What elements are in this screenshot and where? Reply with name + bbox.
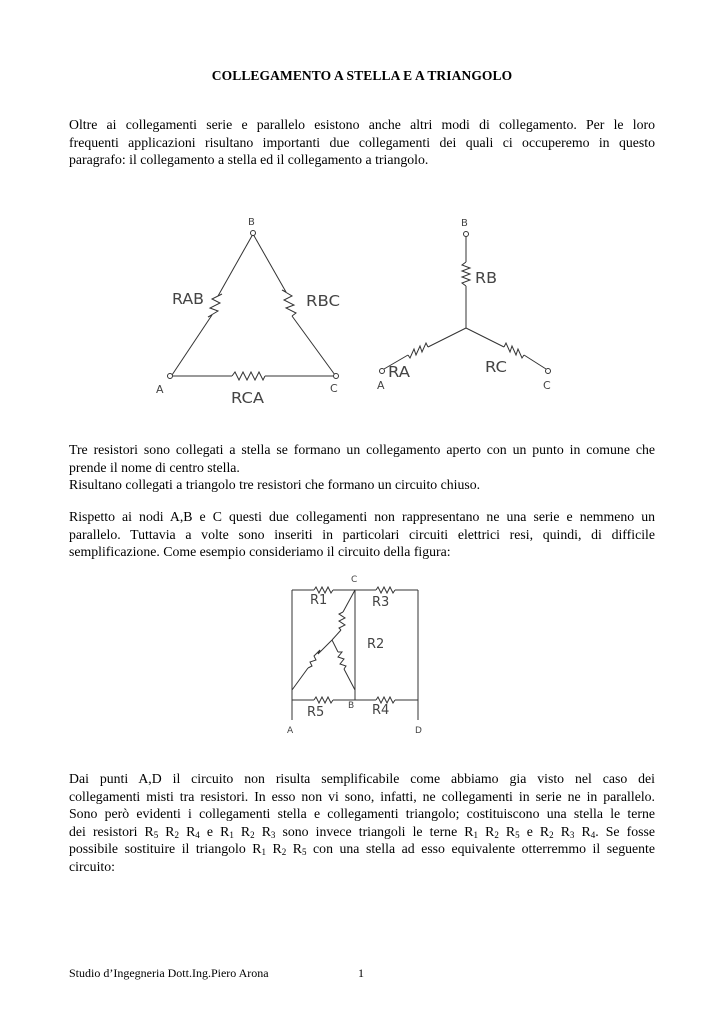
- resistor-symbol: R: [505, 823, 516, 839]
- node-d-label: D: [415, 726, 422, 736]
- subscript: 5: [153, 829, 159, 840]
- resistor-symbol: R: [165, 823, 175, 839]
- intro-line: frequenti applicazioni risultano importanti due collegamenti dei quali ci occuperemo in questo: [69, 134, 655, 150]
- nodes-line: Rispetto ai nodi A,B e C questi due collegamenti non rappresentano ne una serie e nemmeno un: [69, 509, 655, 524]
- definition-line: prende il nome di centro stella.: [69, 459, 240, 475]
- text-span: dei resistori R: [69, 823, 154, 839]
- resistor-symbol: R: [581, 823, 591, 839]
- analysis-line: [69, 823, 655, 841]
- node-c-label: C: [330, 382, 338, 395]
- node-c-label: C: [543, 379, 551, 392]
- node-a-label: A: [287, 726, 294, 736]
- conjunction: e: [526, 823, 533, 839]
- node-a-label: A: [377, 379, 385, 392]
- node-b-label: B: [348, 701, 355, 711]
- node-b-label: B: [248, 217, 255, 228]
- analysis-line: Sono però evidenti i collegamenti stella e collegamenti triangolo; costituiscono una stella le terne: [69, 806, 655, 822]
- definition-line: Risultano collegati a triangolo tre resistori che formano un circuito chiuso.: [69, 477, 481, 493]
- nodes-line: semplificazione. Come esempio consideriamo il circuito della figura:: [69, 544, 451, 560]
- text-span: . Se fosse: [595, 823, 656, 839]
- resistor-rbc-label: RBC: [306, 292, 340, 310]
- subscript: 5: [515, 829, 520, 840]
- subscript: 3: [270, 829, 276, 840]
- analysis-line: circuito:: [69, 858, 115, 874]
- subscript: 2: [174, 829, 179, 840]
- resistor-r4-label: R4: [372, 703, 390, 718]
- resistor-symbol: R: [292, 841, 302, 857]
- subscript: 4: [590, 829, 596, 840]
- subscript: 1: [473, 829, 479, 840]
- footer-author: Studio d’Ingegneria Dott.Ing.Piero Arona: [69, 966, 269, 980]
- resistor-symbol: R: [539, 823, 550, 839]
- resistor-symbol: R: [240, 823, 251, 839]
- text-span: con una stella ad esso equivalente otterremmo il seguente: [313, 841, 656, 857]
- subscript: 2: [281, 847, 287, 858]
- intro-line: paragrafo: il collegamento a stella ed il collegamento a triangolo.: [69, 152, 429, 168]
- subscript: 2: [250, 829, 255, 840]
- page-title: COLLEGAMENTO A STELLA E A TRIANGOLO: [211, 68, 513, 83]
- resistor-rab-label: RAB: [172, 290, 204, 308]
- resistor-symbol: R: [560, 823, 570, 839]
- resistor-symbol: R: [261, 823, 271, 839]
- definition-line: Tre resistori sono collegati a stella se formano un collegamento aperto con un punto in comune che: [69, 442, 655, 457]
- subscript: 1: [261, 847, 266, 858]
- analysis-line: Dai punti A,D il circuito non risulta semplificabile come abbiamo gia visto nel caso dei: [69, 771, 655, 786]
- resistor-r3-label: R3: [372, 595, 390, 610]
- subscript: 3: [569, 829, 575, 840]
- subscript: 2: [494, 829, 499, 840]
- resistor-rb-label: RB: [475, 269, 497, 287]
- analysis-line: collegamenti misti tra resistori. In esso non vi sono, infatti, ne collegamenti in serie ne in parallelo.: [69, 788, 655, 804]
- subscript: 1: [229, 829, 234, 840]
- node-a-label: A: [156, 383, 164, 396]
- resistor-symbol: R: [485, 823, 495, 839]
- conjunction: e: [206, 823, 214, 839]
- resistor-r5-label: R5: [307, 705, 325, 720]
- analysis-line: [69, 840, 655, 858]
- text-span: possibile sostituire il triangolo R: [69, 841, 262, 857]
- page-number: 1: [358, 966, 364, 980]
- resistor-ra-label: RA: [388, 363, 411, 381]
- node-c-label: C: [351, 575, 358, 585]
- subscript: 2: [549, 829, 554, 840]
- intro-line: Oltre ai collegamenti serie e parallelo esistono anche altri modi di collegamento. Per le loro: [69, 117, 655, 132]
- resistor-r1-label: R1: [310, 593, 328, 608]
- subscript: 5: [302, 847, 307, 858]
- subscript: 4: [195, 829, 200, 840]
- text-span: sono invece triangoli le terne R: [282, 823, 474, 839]
- resistor-symbol: R: [272, 841, 282, 857]
- resistor-symbol: R: [186, 823, 196, 839]
- resistor-r2-label: R2: [367, 637, 385, 652]
- resistor-symbol: R: [220, 823, 230, 839]
- node-b-label: B: [461, 218, 468, 229]
- analysis-paragraph: [69, 770, 655, 876]
- resistor-rc-label: RC: [485, 358, 507, 376]
- nodes-line: parallelo. Tuttavia a volte sono inseriti in particolari circuiti elettrici resi, quindi, di difficile: [69, 526, 655, 542]
- resistor-rca-label: RCA: [231, 389, 265, 407]
